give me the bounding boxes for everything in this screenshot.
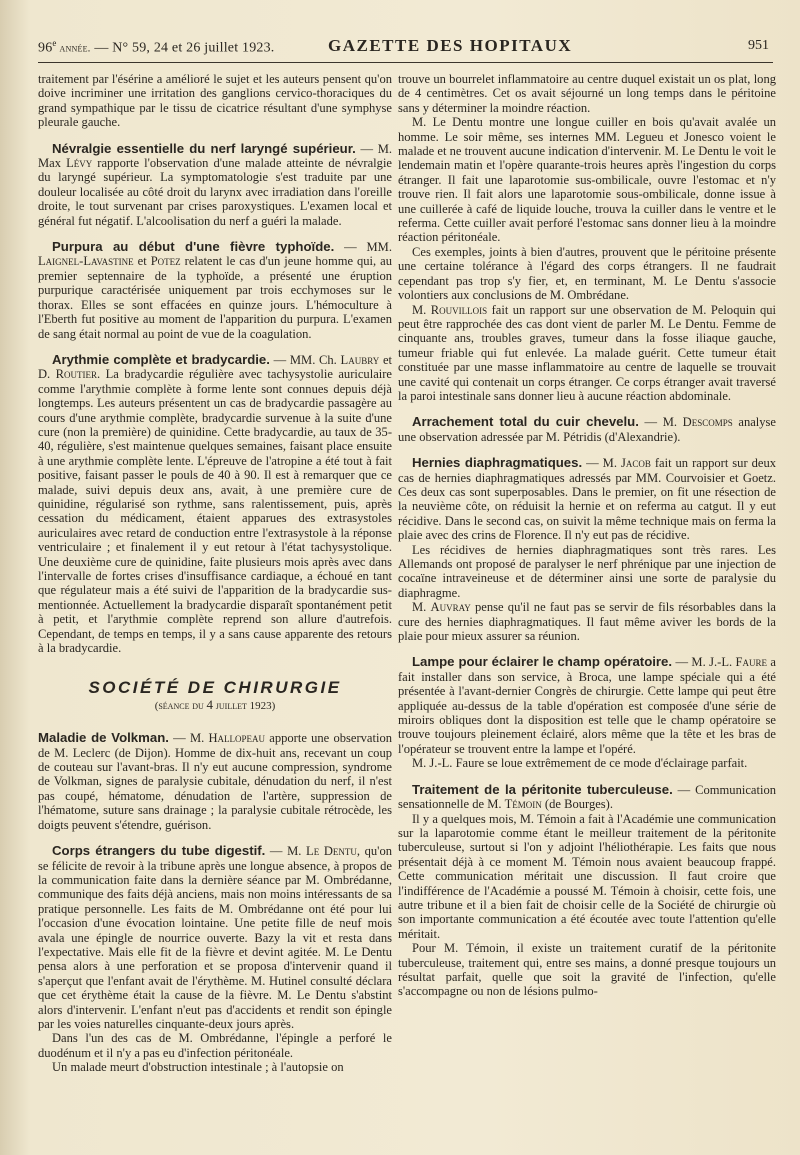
paragraph: Dans l'un des cas de M. Ombrédanne, l'épingle a perforé le duodénum et il n'y a pas eu d'infection péritonéale.	[38, 1031, 392, 1060]
journal-title: GAZETTE DES HOPITAUX	[328, 36, 573, 55]
year-suffix: e	[52, 38, 57, 48]
paragraph: trouve un bourrelet inflammatoire au centre duquel existait un os plat, long de 4 centimètres. Cet os avait séjourné un long temps dans le péritoine sans y déterminer la moindre réaction.	[398, 72, 776, 115]
author-name: Jacob	[620, 456, 651, 471]
society-heading: SOCIÉTÉ DE CHIRURGIE	[88, 678, 342, 698]
session-date	[38, 698, 392, 713]
article-body: fait un rapport sur une observation de M. Peloquin qui peut être rapprochée des cas dont vient de parler M. Le Dentu. Femme de cinquante ans, troubles graves, tumeur dans la fosse iliaque gauche, tumeur friable qui fut enlevée. La malade guérit. Cette tumeur était constituée par une masse inflammatoire au centre de laquelle se trouvait une cavité qui contenait un corps étranger. Ce corps étranger avait traversé la paroi intestinale sans donner lieu à aucune réaction abdominale.	[398, 302, 776, 403]
author-prefix: — M.	[265, 844, 307, 859]
article-body: analyse une observation adressée par M. Pétridis (d'Alexandrie).	[398, 415, 776, 444]
article-body: , qu'on se félicite de revoir à la tribune après une longue absence, à propos de la communication faite dans la dernière séance par M. Ombrédanne, communique des faits déjà anciens, mais non moins intéressants de sa pratique personnelle. Les faits de M. Ombrédanne ont été pour lui l'occasion d'une évocation lointaine. Une petite fille de neuf mois avala une épingle de nourrice ouverte. Bazy la vit et resta dans l'expectative. Mais elle fit de la fièvre et devint agitée. M. Le Dentu pensa alors à une perforation et se proposa d'intervenir quand il s'aperçut que l'enfant avait de l'érythème. M. Hutinel consulté déclara que cet érythème était la cause de la fièvre. M. Le Dentu s'abstint alors d'intervenir. L'enfant n'eut pas d'accidents et rendit son épingle par les voies naturelles cinquante-deux jours après.	[38, 844, 392, 1031]
author-name: Auvray	[430, 600, 471, 615]
article-peritonite	[398, 783, 776, 812]
article-nevralgie	[38, 142, 392, 228]
article-title: Arrachement total du cuir chevelu.	[412, 414, 639, 430]
article-body: a fait installer dans son service, à Broca, une lampe spéciale qui a été présentée à l'avant-dernier Congrès de chirurgie. Cette lampe qui peut être appliquée au-dessus de la table d'opération est composée d'une série de miroirs obliques dont la disposition est telle que le champ opératoire se trouve toujours pleinement éclairé, alors même que la tête et les bras de l'opérateur se trouvent entre la lampe et l'opéré.	[398, 655, 776, 756]
author-name: Faure	[735, 655, 768, 670]
author-name: Laignel-Lavastine	[38, 254, 134, 269]
article-purpura	[38, 240, 392, 341]
author-name: Lévy	[66, 156, 93, 171]
right-column	[398, 72, 776, 1142]
article-body: pense qu'il ne faut pas se servir de fils résorbables dans la cure des hernies diaphragmatiques. Il faut même aviver les bords de la plaie pour mieux assurer sa réunion.	[398, 600, 776, 644]
session-label: (séance du	[154, 699, 207, 712]
issue-info	[38, 38, 275, 57]
article-body: rapporte l'observation d'une malade atteinte de névralgie du laryngé supérieur. La symptomatologie s'est traduite par une douleur localisée au côté droit du larynx avec irradiation dans l'oreille droite, le tout survenant par crises paroxystiques. L'examen local et général fut négatif. L'alcoolisation du nerf a guéri la malade.	[38, 156, 392, 228]
year-number: 96	[38, 40, 53, 56]
author-prefix: — M.	[582, 456, 621, 471]
author-joiner: et D.	[38, 352, 392, 382]
author-name: Laubry	[340, 352, 380, 367]
article-cuir-chevelu	[398, 415, 776, 444]
left-column	[38, 72, 392, 1142]
annee-label: année.	[56, 42, 91, 55]
intro-paragraph: traitement par l'ésérine a amélioré le sujet et les auteurs pensent qu'on doive incriminer une irritation des ganglions cervico-thoraciques du grand sympathique par le tissu de cicatrice résultant d'une symphyse pleurale gauche.	[38, 72, 392, 130]
article-title: Névralgie essentielle du nerf laryngé supérieur.	[52, 140, 356, 156]
page-header	[38, 34, 773, 63]
paragraph	[398, 303, 776, 404]
paragraph: Ces exemples, joints à bien d'autres, prouvent que le péritoine présente une certaine tolérance à l'égard des corps étrangers. Il ne faudrait cependant pas trop s'y fier, et, en terminant, M. Le Dentu s'associe volontiers aux conclusions de M. Ombrédane.	[398, 244, 776, 303]
article-title: Purpura au début d'une fièvre typhoïde.	[52, 239, 335, 255]
paragraph: M. J.-L. Faure se loue extrêmement de ce mode d'éclairage parfait.	[412, 756, 748, 771]
article-body: relatent le cas d'un jeune homme qui, au premier septennaire de la typhoïde, a présenté une éruption purpurique caractérisée uniquement par trois ecchymoses sur le thorax. Elles se sont effacées en quinze jours. L'hémoculture à l'Eberth fut positive au moment de l'apparition du purpura. L'examen de sang était normal au point de vue de la coagulation.	[38, 254, 392, 341]
paragraph: Pour M. Témoin, il existe un traitement curatif de la péritonite tuberculeuse, traitement qui, entre ses mains, a donné presque toujours un résultat parfait, quelle que soit la gravité de l'infection, qu'elle s'accompagne ou non de lésions pulmo-	[398, 941, 776, 999]
article-body: . La bradycardie régulière avec tachysystolie auriculaire comme l'arythmie complète à forme lente sont connues depuis déjà longtemps. Les auteurs présentent un cas de bradycardie passagère au cours d'une arythmie complète, bradycardie survenue à la suite d'une cure (non la première) de quinidine. Cette bradycardie, au taux de 35-40, régulière, s'est maintenue quelques semaines, faisant place ensuite à une arythmie complète lente. L'épreuve de l'atropine a été tout à fait positive, faisant passer le pouls de 40 à 90. Il est à remarquer que ce malade, suivi depuis deux ans, avait, à une première cure de quinidine, régularisé son rythme, sans ralentissement, puis, après cessation du médicament, étaient apparues des extrasystoles auriculaires avec retard de conduction entre l'extrasystole à la réponse ventriculaire ; et finalement il y eut retour à l'état tachysystolique. Une deuxième cure de quinidine, faite plusieurs mois après avec dans l'intervalle de fortes crises d'insuffisance cardiaque, a échoué en tant que régulateur mais a été suivi de l'apparition de la bradycardie sus-mentionnée. Actuellement la bradycardie disparaît spontanément petit à petit, et l'arythmie complète reprend son allure d'autrefois. Cependant, de temps en temps, il y a sans cause apparente des retours à la bradycardie.	[38, 367, 392, 656]
author-name: Rouvillois	[430, 302, 488, 317]
paragraph: Les récidives de hernies diaphragmatiques sont très rares. Les Allemands ont proposé de paralyser le nerf phrénique par une injection de cocaïne intraveineuse et de déterminer ainsi une sorte de paralysie du diaphragme.	[398, 542, 776, 600]
author-name: Hallopeau	[208, 731, 266, 746]
author-prefix: M.	[412, 600, 431, 615]
session-month-year: juillet 1923)	[213, 699, 276, 712]
author-name: Potez	[150, 254, 181, 269]
article-body: (de Bourges).	[541, 797, 613, 812]
author-prefix: — M. J.-L.	[672, 655, 736, 670]
article-lampe	[398, 655, 776, 756]
paragraph: Il y a quelques mois, M. Témoin a fait à l'Académie une communication sur la laparotomie comme étant le meilleur traitement de la péritonite tuberculeuse, surtout si l'on y adjoint l'héliothérapie. Les faits que nous présentait déjà à ce moment M. Témoin nous avaient beaucoup frappé. Cette communication méritait une discussion. Il faut croire que l'indifférence de l'Académie a poussé M. Témoin à choisir, cette fois, une autre tribune et il a bien fait de choisir celle de la Société de chirurgie où son importante communication a été écoutée avec toute l'attention qu'elle méritait.	[398, 811, 776, 941]
article-lead: — Communication sensationnelle de M.	[398, 782, 776, 812]
author-name: Routier	[55, 367, 98, 382]
paragraph: M. Le Dentu montre une longue cuiller en bois qu'avait avalée un homme. Le soir même, ses internes MM. Legueu et Jonesco voient le malade et ne trouvent aucune indication d'intervenir. M. Le Dentu le voit le lendemain matin et l'opère quarante-trois heures après l'ingestion du corps étranger. Il fait une laparotomie sus-ombilicale, ouvre l'estomac et n'y trouve rien. Il fait alors une laparotomie sous-ombilicale, donne issue à une cuillerée à café de liquide louche, trouva la cuiller dans le ventre et le referma. Cette cuiller avait perforé l'estomac sans donner lieu à la moindre réaction péritonéale.	[398, 115, 776, 245]
author-name: Témoin	[504, 797, 542, 812]
article-hernies	[398, 456, 776, 542]
article-volkman	[38, 731, 392, 832]
author-prefix: — MM.	[334, 240, 392, 255]
issue-number-date: — N° 59, 24 et 26 juillet 1923.	[90, 40, 275, 56]
paragraph: Un malade meurt d'obstruction intestinale ; à l'autopsie on	[52, 1060, 344, 1075]
paragraph	[398, 600, 776, 643]
author-prefix: M.	[412, 302, 431, 317]
article-title: Corps étrangers du tube digestif.	[52, 843, 266, 859]
article-body: apporte une observation de M. Leclerc (de Dijon). Homme de dix-huit ans, recevant un coup de couteau sur l'avant-bras. Il n'y eut aucune compression, syndrome de Volkman, signes de paralysie cubitale, dénudation du nerf, il n'est pas coupé, hématome, dénudation de l'artère, suppression de l'hématome, suture sans drainage ; la paralysie cubitale rétrocède, les doigts peuvent s'étendre, guérison.	[38, 731, 392, 832]
author-prefix: — M.	[638, 415, 683, 430]
author-name: Le Dentu	[306, 844, 357, 859]
article-body: fait un rapport sur deux cas de hernies diaphragmatiques adressés par MM. Courvoisier et Goetz. Ces deux cas sont superposables. Dans le premier, on fit une résection de la neuvième côte, on réduisit la hernie et on referma au catgut. Il y eut récidive. Dans le second cas, on suivit la même technique mais on ferma la plaie avec des crins de Florence. Il n'y eut pas de récidive.	[398, 456, 776, 543]
article-title: Lampe pour éclairer le champ opératoire.	[412, 654, 673, 670]
article-title: Arythmie complète et bradycardie.	[52, 351, 270, 367]
author-name: Descomps	[682, 415, 733, 430]
article-corps-etrangers	[38, 844, 392, 1031]
article-arythmie	[38, 353, 392, 656]
article-title: Hernies diaphragmatiques.	[412, 455, 583, 471]
author-joiner: et	[133, 254, 151, 269]
author-prefix: — MM. Ch.	[269, 352, 341, 367]
article-title: Traitement de la péritonite tuberculeuse.	[412, 781, 673, 797]
article-title: Maladie de Volkman.	[38, 730, 169, 746]
author-prefix: — M. Max	[38, 141, 392, 171]
session-day: 4	[206, 696, 214, 712]
page-number: 951	[748, 38, 769, 53]
author-prefix: — M.	[168, 731, 209, 746]
